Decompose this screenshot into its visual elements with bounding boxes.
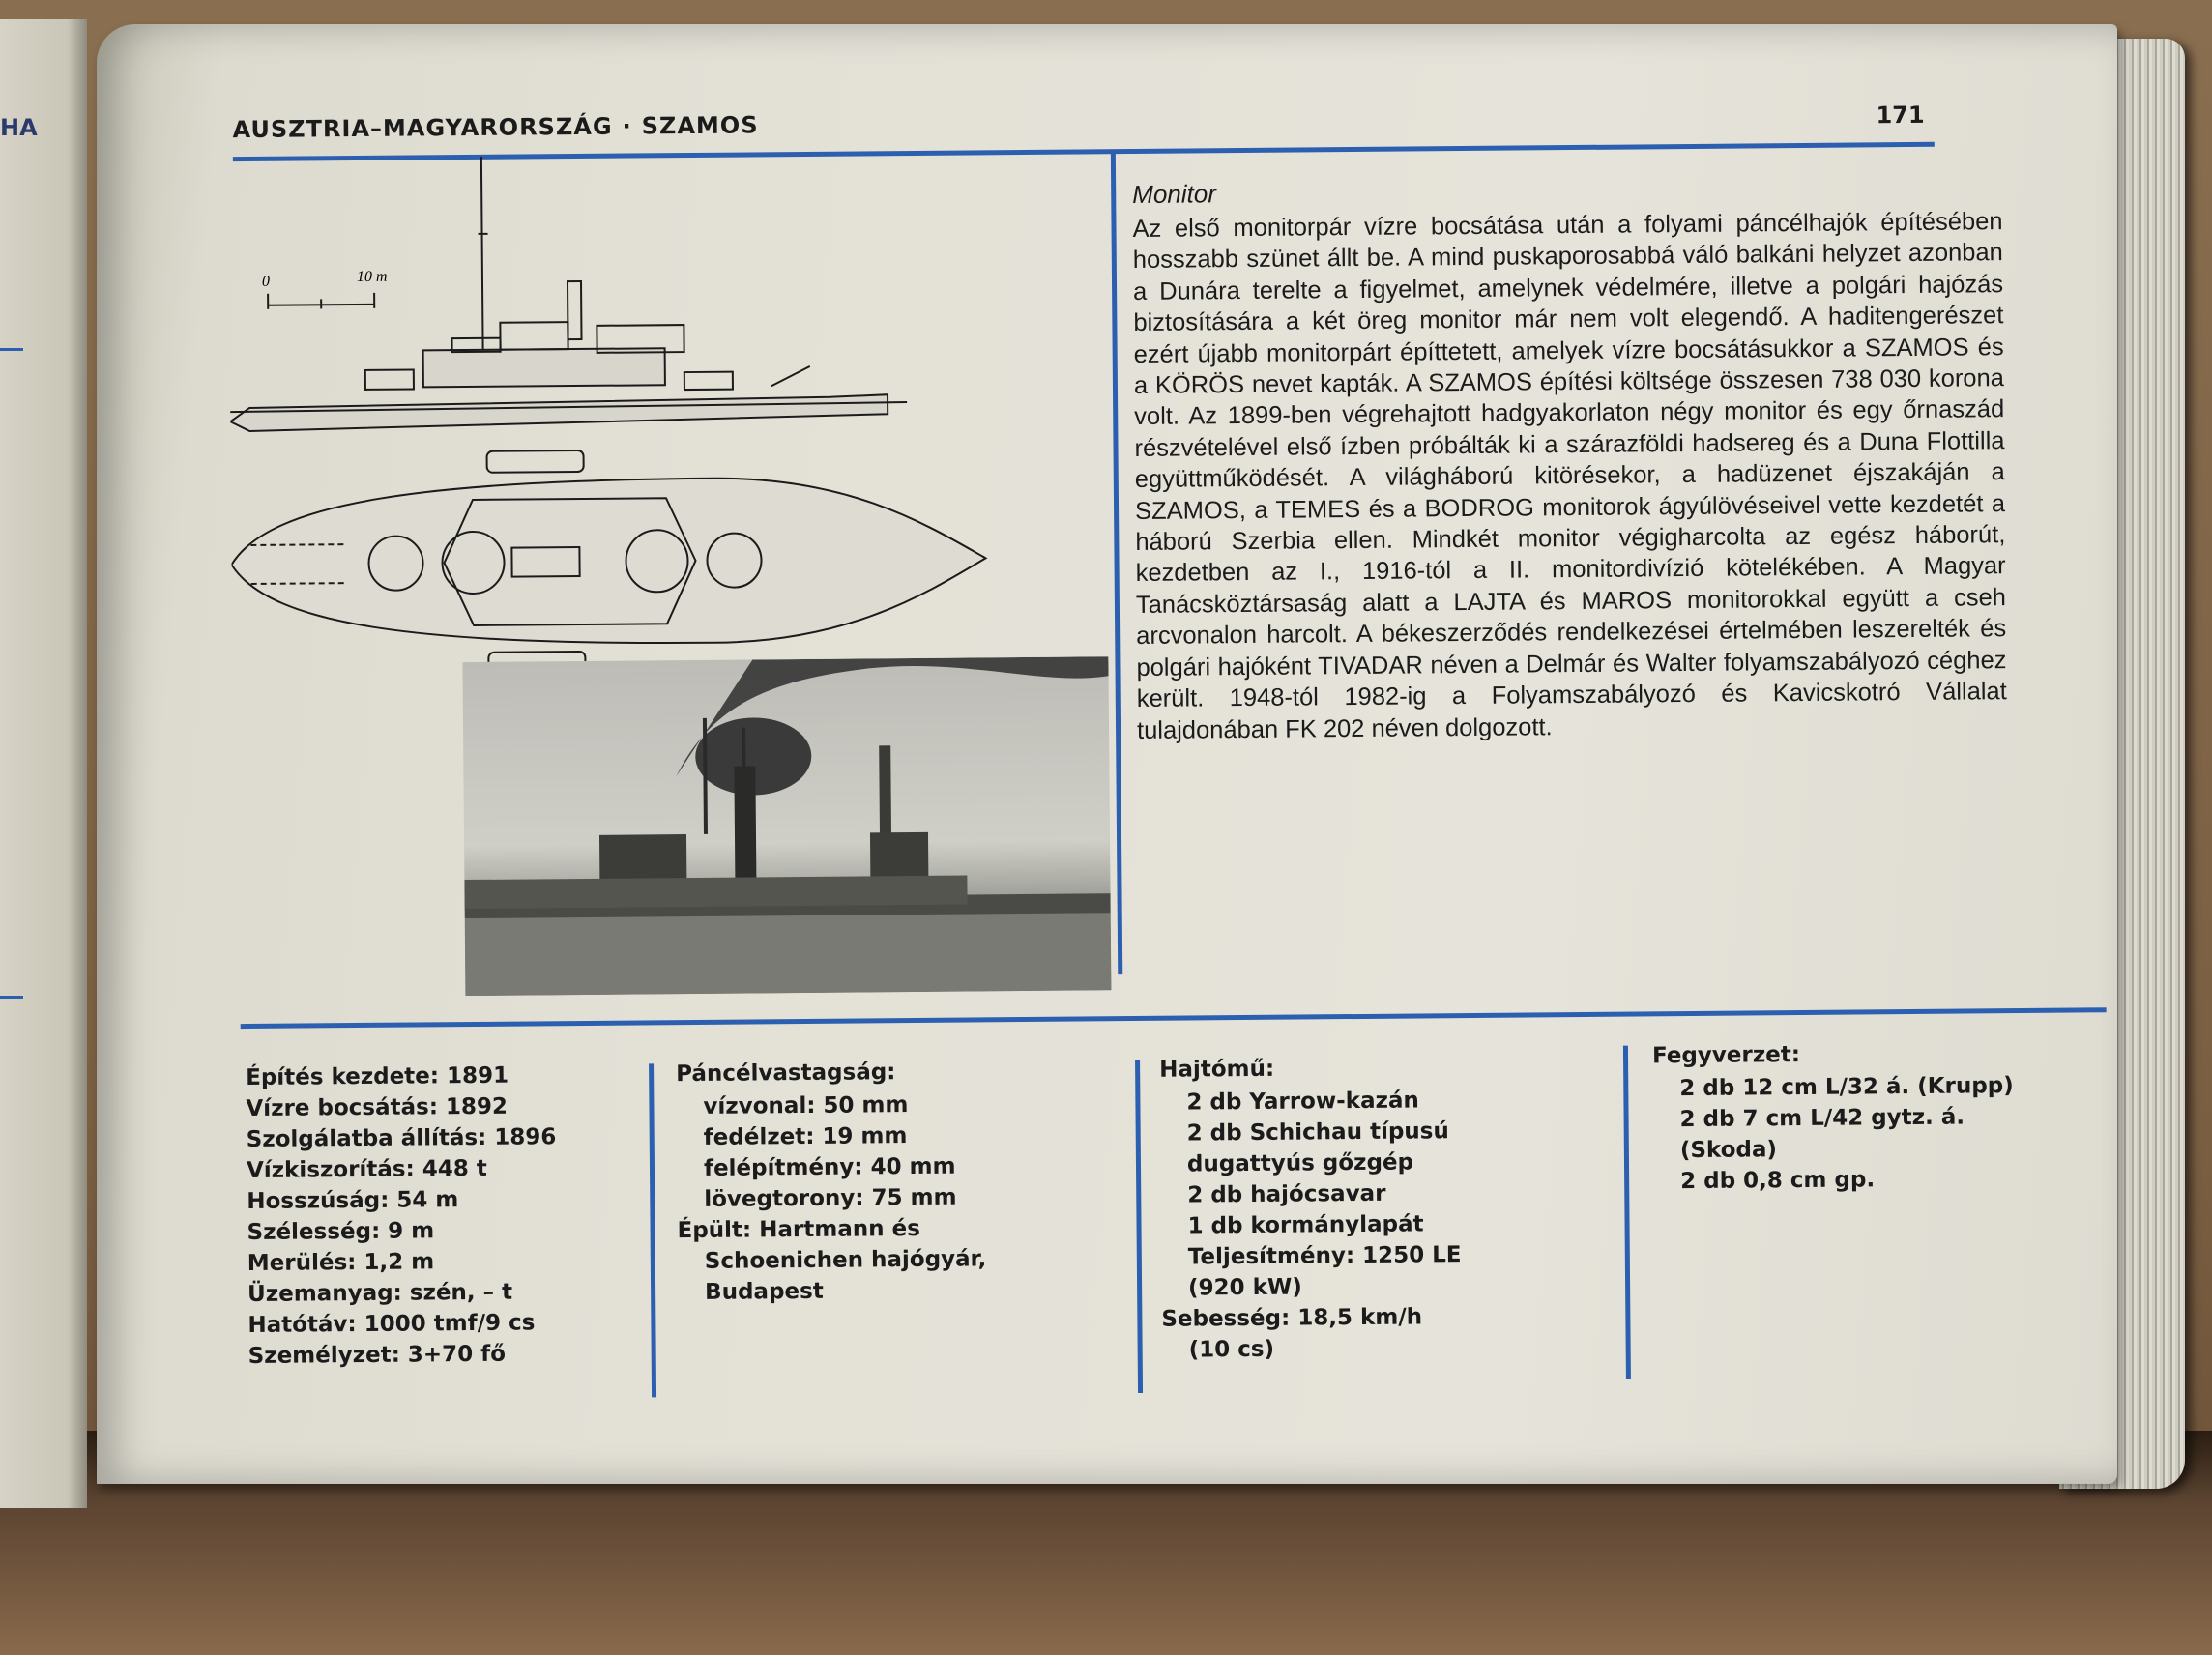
left-page-rule — [0, 348, 23, 351]
spec-line: Személyzet: 3+70 fő — [247, 1341, 507, 1370]
spec-divider — [649, 1063, 656, 1397]
spec-armor — [676, 1056, 987, 1308]
scale-start-label: 0 — [261, 273, 271, 290]
spec-line: lövegtorony: 75 mm — [704, 1184, 957, 1212]
spec-line: Építés kezdete: 1891 — [246, 1062, 509, 1091]
spec-line: 2 db 7 cm L/42 gytz. á. — [1679, 1104, 1965, 1133]
spec-line: 2 db Schichau típusú — [1186, 1118, 1449, 1147]
ship-plan-drawing — [230, 436, 1150, 685]
spec-line: Vízre bocsátás: 1892 — [246, 1093, 509, 1122]
left-page-rule — [0, 996, 23, 999]
spec-line: dugattyús gőzgép — [1186, 1149, 1414, 1177]
spec-line: Hosszúság: 54 m — [247, 1187, 459, 1215]
propulsion-title: Hajtómű: — [1159, 1056, 1275, 1083]
section-title: AUSZTRIA–MAGYARORSZÁG — [232, 112, 613, 144]
spec-line: 2 db 12 cm L/32 á. (Krupp) — [1679, 1073, 2014, 1102]
page-number: 171 — [1876, 101, 1925, 130]
spec-armament — [1652, 1037, 2015, 1197]
spec-line: Szolgálatba állítás: 1896 — [246, 1124, 557, 1153]
description-column — [1132, 172, 2007, 746]
left-page-edge — [0, 19, 87, 1508]
description-body: Az első monitorpár vízre bocsátása után a folyami páncélhajók építésében hosszabb szünet állt be. A mind puskaporosabbá váló balkáni helyzet azonban a Dunára terelte a figyelmet, amelynek védelmére, illetve a polgári hajózás biztosítására a két öreg monitor már nem volt elegendő. A haditengerészet ezért újabb monitorpárt építtetett, amelyek vízre bocsátásukkor a SZAMOS és a KÖRÖS nevet kapták. A SZAMOS építési költsége összesen 738 030 korona volt. Az 1899-ben végrehajtott hadgyakorlaton négy monitor és egy őrnaszád részvételével első ízben próbálták ki a szárazföldi hadsereg és a Duna Flottilla együttműködését. A világháború kitörésekor, a hadüzenet éjszakáján a SZAMOS, a TEMES és a BODROG monitorok ágyúlövéseivel vette kezdetét a háború Szerbia ellen. Mindkét monitor végigharcolta az egész háborút, kezdetben az I., 1916-tól a II. monitordivízió kötelékében. A Magyar Tanácsköztársaság alatt a LAJTA és MAROS monitorokkal együtt a cseh arcvonalon harcolt. A békeszerződés rendelkezései értelmében leszerelték és polgári hajóként TIVADAR néven a Delmár és Walter folyamszabályozó céghez került. 1948-tól 1982-ig a Folyamszabályozó és Kavicskotró Vállalat tulajdonában FK 202 néven dolgozott. — [1132, 208, 2007, 744]
armament-title: Fegyverzet: — [1651, 1042, 1801, 1069]
spec-line: Vízkiszorítás: 448 t — [246, 1155, 487, 1184]
page-content — [135, 45, 2110, 1455]
spec-line: fedélzet: 19 mm — [703, 1123, 908, 1150]
spec-line: 2 db hajócsavar — [1187, 1180, 1386, 1208]
spec-line: 2 db Yarrow-kazán — [1186, 1088, 1419, 1116]
book-page — [97, 24, 2117, 1484]
scale-end-label: 10 m — [356, 268, 388, 286]
spec-line: (Skoda) — [1679, 1137, 1778, 1164]
left-page-header-stub: HA — [0, 114, 38, 141]
ship-photograph — [462, 656, 1111, 996]
spec-line: Schoenichen hajógyár, — [704, 1246, 987, 1274]
spec-divider — [1623, 1046, 1631, 1379]
spec-line: (10 cs) — [1188, 1336, 1275, 1363]
ship-type-title: Monitor — [1132, 179, 1217, 210]
running-header — [232, 111, 758, 143]
spec-line: 2 db 0,8 cm gp. — [1680, 1167, 1876, 1195]
spec-line: (920 kW) — [1187, 1274, 1302, 1301]
spec-line: Hatótáv: 1000 tmf/9 cs — [247, 1310, 536, 1339]
speed-label: Sebesség: 18,5 km/h — [1161, 1304, 1423, 1332]
spec-general — [246, 1060, 558, 1372]
armor-title: Páncélvastagság: — [676, 1060, 896, 1088]
spec-divider — [1135, 1060, 1143, 1393]
spec-propulsion — [1159, 1052, 1463, 1366]
header-separator: · — [622, 112, 632, 140]
spec-line: Merülés: 1,2 m — [247, 1249, 435, 1277]
ship-name: SZAMOS — [641, 111, 759, 140]
spec-line: Budapest — [705, 1278, 824, 1305]
specs-rule — [241, 1007, 2107, 1029]
spec-line: Üzemanyag: szén, – t — [247, 1279, 513, 1308]
spec-line: Szélesség: 9 m — [247, 1218, 435, 1246]
ship-profile-drawing — [228, 151, 1150, 458]
spec-line: felépítmény: 40 mm — [703, 1153, 956, 1181]
spec-line: vízvonal: 50 mm — [703, 1092, 909, 1119]
spec-line: 1 db kormánylapát — [1187, 1211, 1424, 1239]
spec-line: Teljesítmény: 1250 LE — [1187, 1242, 1462, 1270]
builder-label: Épült: Hartmann és — [677, 1215, 920, 1244]
